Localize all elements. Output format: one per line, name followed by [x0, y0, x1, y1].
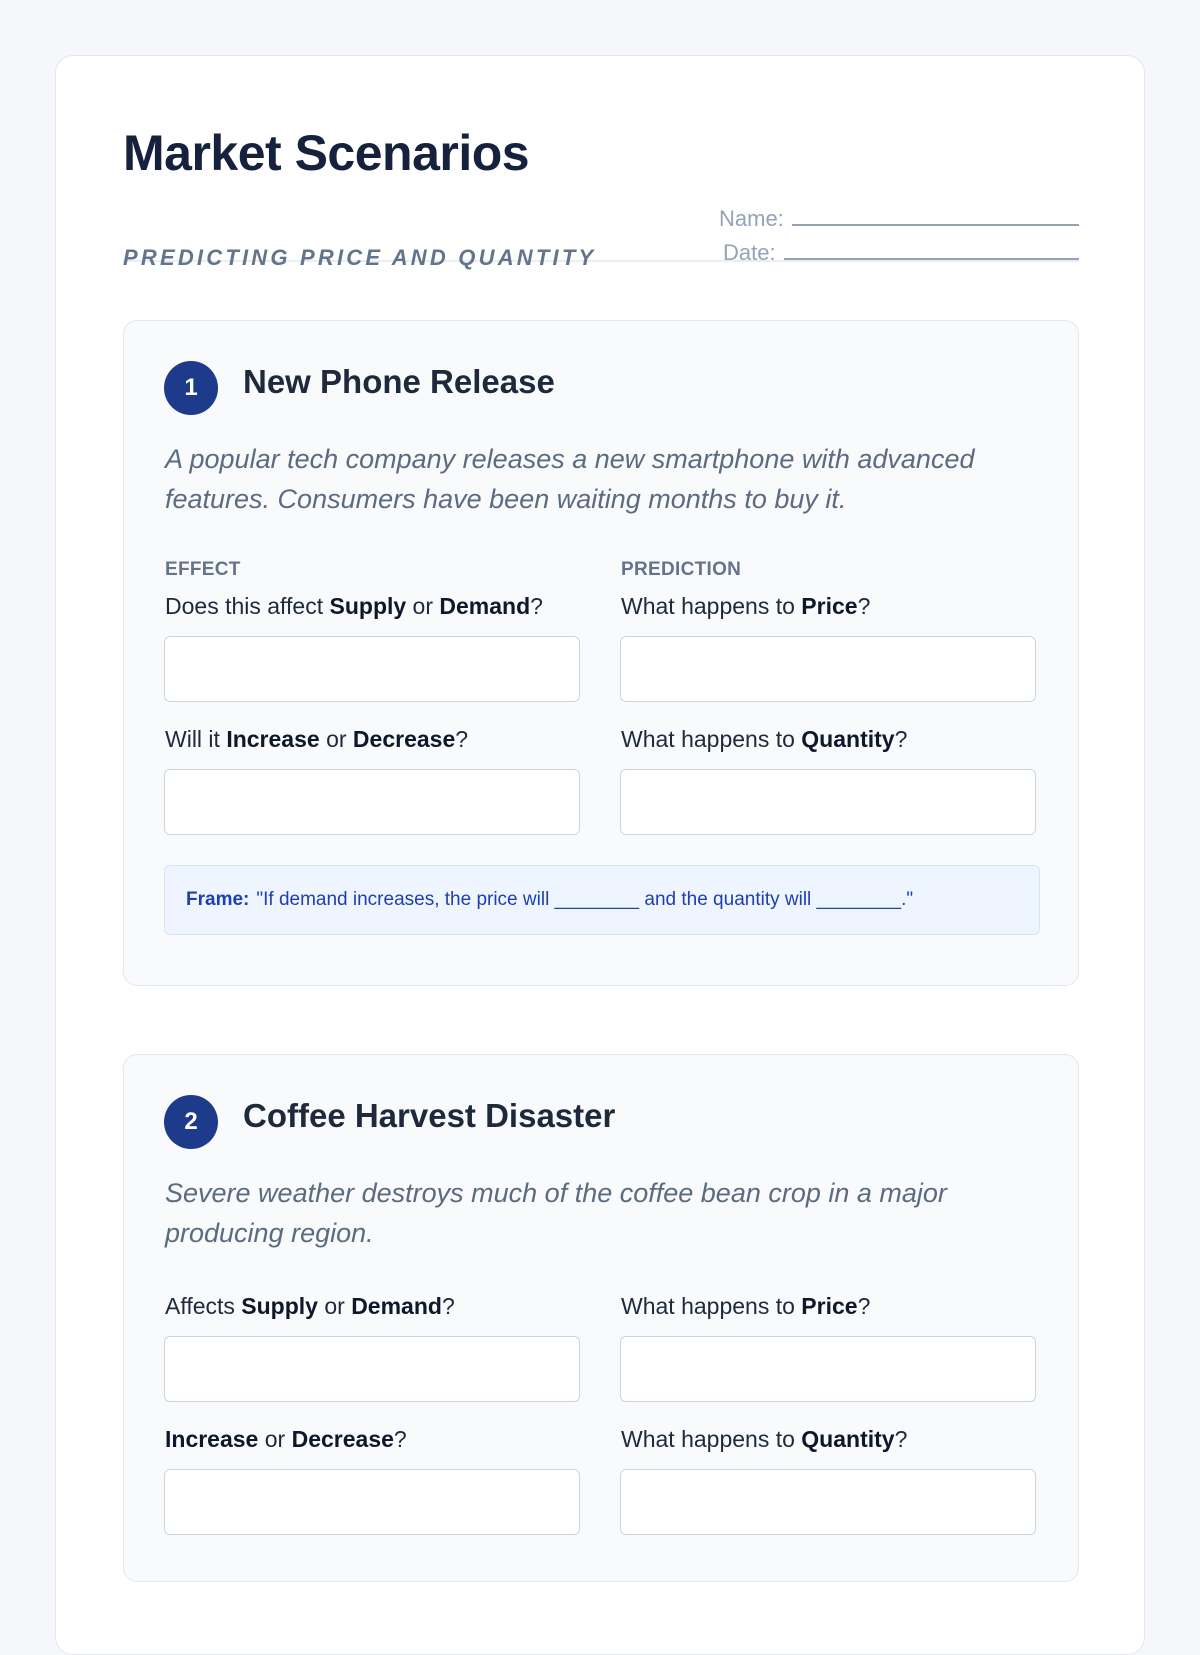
scenario-title: Coffee Harvest Disaster	[243, 1097, 616, 1134]
question-quantity: What happens to Quantity?	[621, 1426, 908, 1452]
date-line	[784, 258, 1079, 260]
student-info	[719, 198, 1079, 266]
answer-box-price[interactable]	[620, 1336, 1036, 1402]
worksheet-header	[123, 118, 1079, 270]
answer-box-price[interactable]	[620, 636, 1036, 702]
scenario-description: Severe weather destroys much of the coffee bean crop in a major producing region.	[165, 1178, 947, 1248]
question-increase-or-decrease: Will it Increase or Decrease?	[165, 726, 469, 752]
date-field[interactable]	[719, 232, 1079, 266]
worksheet	[55, 55, 1145, 1655]
page-subtitle: PREDICTING PRICE AND QUANTITY	[123, 245, 597, 270]
scenario-number-badge: 1	[164, 361, 218, 415]
answer-box-increase-or-decrease[interactable]	[164, 769, 580, 835]
answer-box-supply-or-demand[interactable]	[164, 1336, 580, 1402]
page-title: Market Scenarios	[123, 125, 530, 181]
scenario-card-1	[123, 320, 1079, 986]
sentence-frame	[164, 865, 1040, 935]
date-label: Date:	[723, 240, 776, 265]
name-field[interactable]	[719, 198, 1079, 232]
answer-box-supply-or-demand[interactable]	[164, 636, 580, 702]
name-label: Name:	[719, 206, 784, 231]
question-quantity: What happens to Quantity?	[621, 726, 908, 752]
answer-box-quantity[interactable]	[620, 769, 1036, 835]
question-price: What happens to Price?	[621, 593, 871, 619]
scenario-number-badge: 2	[164, 1095, 218, 1149]
answer-box-increase-or-decrease[interactable]	[164, 1469, 580, 1535]
name-line	[792, 224, 1079, 226]
scenario-description: A popular tech company releases a new smartphone with advanced features. Consumers have been waiting months to buy it.	[165, 444, 975, 514]
sentence-frame-label: Frame:	[186, 889, 250, 910]
scenario-title: New Phone Release	[243, 363, 555, 400]
question-supply-or-demand: Affects Supply or Demand?	[165, 1293, 455, 1319]
question-price: What happens to Price?	[621, 1293, 871, 1319]
answer-box-quantity[interactable]	[620, 1469, 1036, 1535]
question-supply-or-demand: Does this affect Supply or Demand?	[165, 593, 543, 619]
scenario-card-2	[123, 1054, 1079, 1582]
effect-column-label: EFFECT	[165, 559, 241, 580]
prediction-column-label: PREDICTION	[621, 559, 742, 580]
question-increase-or-decrease: Increase or Decrease?	[165, 1426, 407, 1452]
sentence-frame-text: "If demand increases, the price will ________ and the quantity will ________."	[256, 889, 914, 910]
